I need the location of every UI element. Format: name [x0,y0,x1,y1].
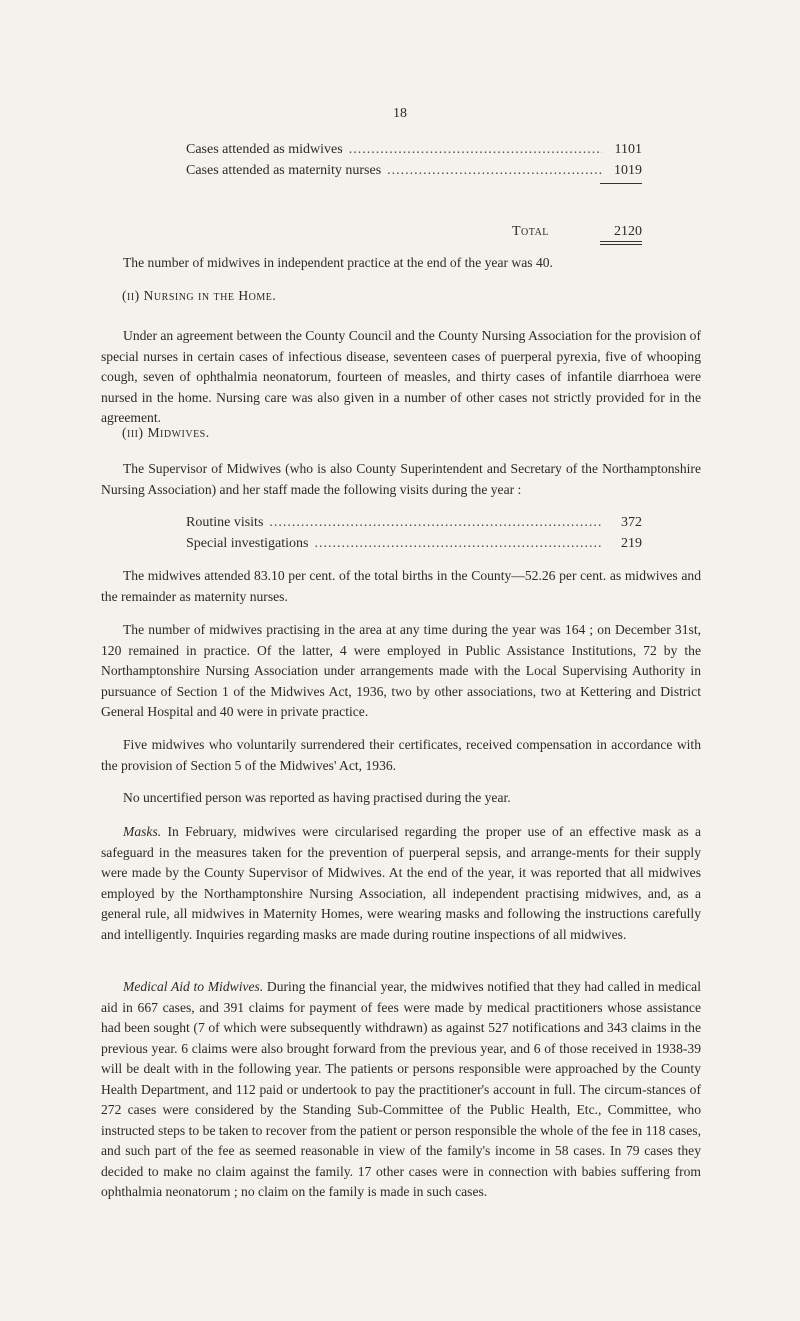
dot-leader [349,139,602,160]
cases-row-value: 1019 [614,163,642,178]
masks-title: Masks. [123,824,162,839]
cases-table [186,139,642,181]
cases-row-label: Cases attended as midwives [186,142,343,157]
total-value: 2120 [614,224,642,239]
visits-row-value: 219 [621,536,642,551]
masks-text: In February, midwives were circularised regarding the proper use of an effective mask as a safeguard in the measures taken for the prevention of puerperal sepsis, and arrange-ments for their supply were made by the County Supervisor of Midwives. At the end of the year, it was reported that all midwives employed by the Northamptonshire Nursing Association, all independent practising midwives, and, as a general rule, all midwives in Maternity Homes, were wearing masks and following the instructions carefully and intelligently. Inquiries regarding masks are made during routine inspections of all midwives. [101,824,702,942]
midwives-number-paragraph: The number of midwives practising in the area at any time during the year was 164 ; on December 31st, 120 remained in practice. Of the latter, 4 were employed in Public Assistance Institutions, 72 by the Northamptonshire Nursing Association under arrangements made with the Local Supervising Authority in pursuance of Section 1 of the Midwives Act, 1936, two by other associations, two at Kettering and District General Hospital and 40 were in private practice. [101,622,701,719]
uncertified-paragraph: No uncertified person was reported as having practised during the year. [123,790,511,805]
dot-leader [387,160,602,181]
cases-row-value: 1101 [614,142,642,157]
total-rule-double-1 [600,241,642,242]
section-iii-heading: (iii) Midwives. [122,425,210,440]
independent-practice-paragraph: The number of midwives in independent practice at the end of the year was 40. [123,255,553,270]
section-ii-paragraph: Under an agreement between the County Council and the County Nursing Association for the provision of special nurses in certain cases of infectious disease, seventeen cases of puerperal pyrexia, five of whooping cough, seven of ophthalmia neonatorum, fourteen of measles, and thirty cases of infantile diarrhoea were nursed in the home. Nursing care was also given in a number of other cases not strictly provided for in the agreement. [101,328,701,425]
masks-paragraph [101,822,701,945]
visits-row-value: 372 [621,515,642,530]
cases-row-midwives [186,139,642,160]
visits-row-special [186,533,642,554]
medical-aid-title: Medical Aid to Midwives. [123,979,264,994]
cases-row-label: Cases attended as maternity nurses [186,163,382,178]
section-ii-heading: (ii) Nursing in the Home. [122,288,277,303]
supervisor-paragraph: The Supervisor of Midwives (who is also County Superintendent and Secretary of the Northamptonshire Nursing Association) and her staff made the following visits during the year : [101,461,701,497]
cases-row-maternity-nurses [186,160,642,181]
total-row [500,224,642,240]
total-rule-top [600,183,642,184]
dot-leader [314,533,602,554]
dot-leader [269,512,602,533]
visits-row-label: Routine visits [186,515,264,530]
total-rule-double-2 [600,244,642,245]
compensation-paragraph: Five midwives who voluntarily surrendered their certificates, received compensation in accordance with the provision of Section 5 of the Midwives' Act, 1936. [101,737,701,773]
attended-births-paragraph: The midwives attended 83.10 per cent. of the total births in the County—52.26 per cent. as midwives and the remainder as maternity nurses. [101,568,701,604]
medical-aid-text: During the financial year, the midwives notified that they had called in medical aid in 667 cases, and 391 claims for payment of fees were made by medical practitioners whose assistance had been sought (7 of which were subsequently withdrawn) as against 527 notifications and 343 claims in the previous year. 6 claims were also brought forward from the previous year, and 6 of those received in 1938-39 will be dealt with in the following year. The patients or persons responsible were approached by the County Health Department, and 112 paid or undertook to pay the practitioner's account in full. The circum-stances of 272 cases were considered by the Standing Sub-Committee of the Public Health, Etc., Committee, who instructed steps to be taken to recover from the patient or person responsible the whole of the fee in 118 cases, and such part of the fee as seemed reasonable in view of the family's income in 58 cases. In 79 cases they decided to make no claim against the family. 17 other cases were in connection with babies suffering from ophthalmia neonatorum ; no claim on the family is made in such cases. [101,979,701,1199]
total-label: Total [512,224,549,239]
visits-table [186,512,642,554]
page-number: 18 [393,106,407,121]
visits-row-routine [186,512,642,533]
visits-row-label: Special investigations [186,536,309,551]
medical-aid-paragraph [101,977,701,1203]
